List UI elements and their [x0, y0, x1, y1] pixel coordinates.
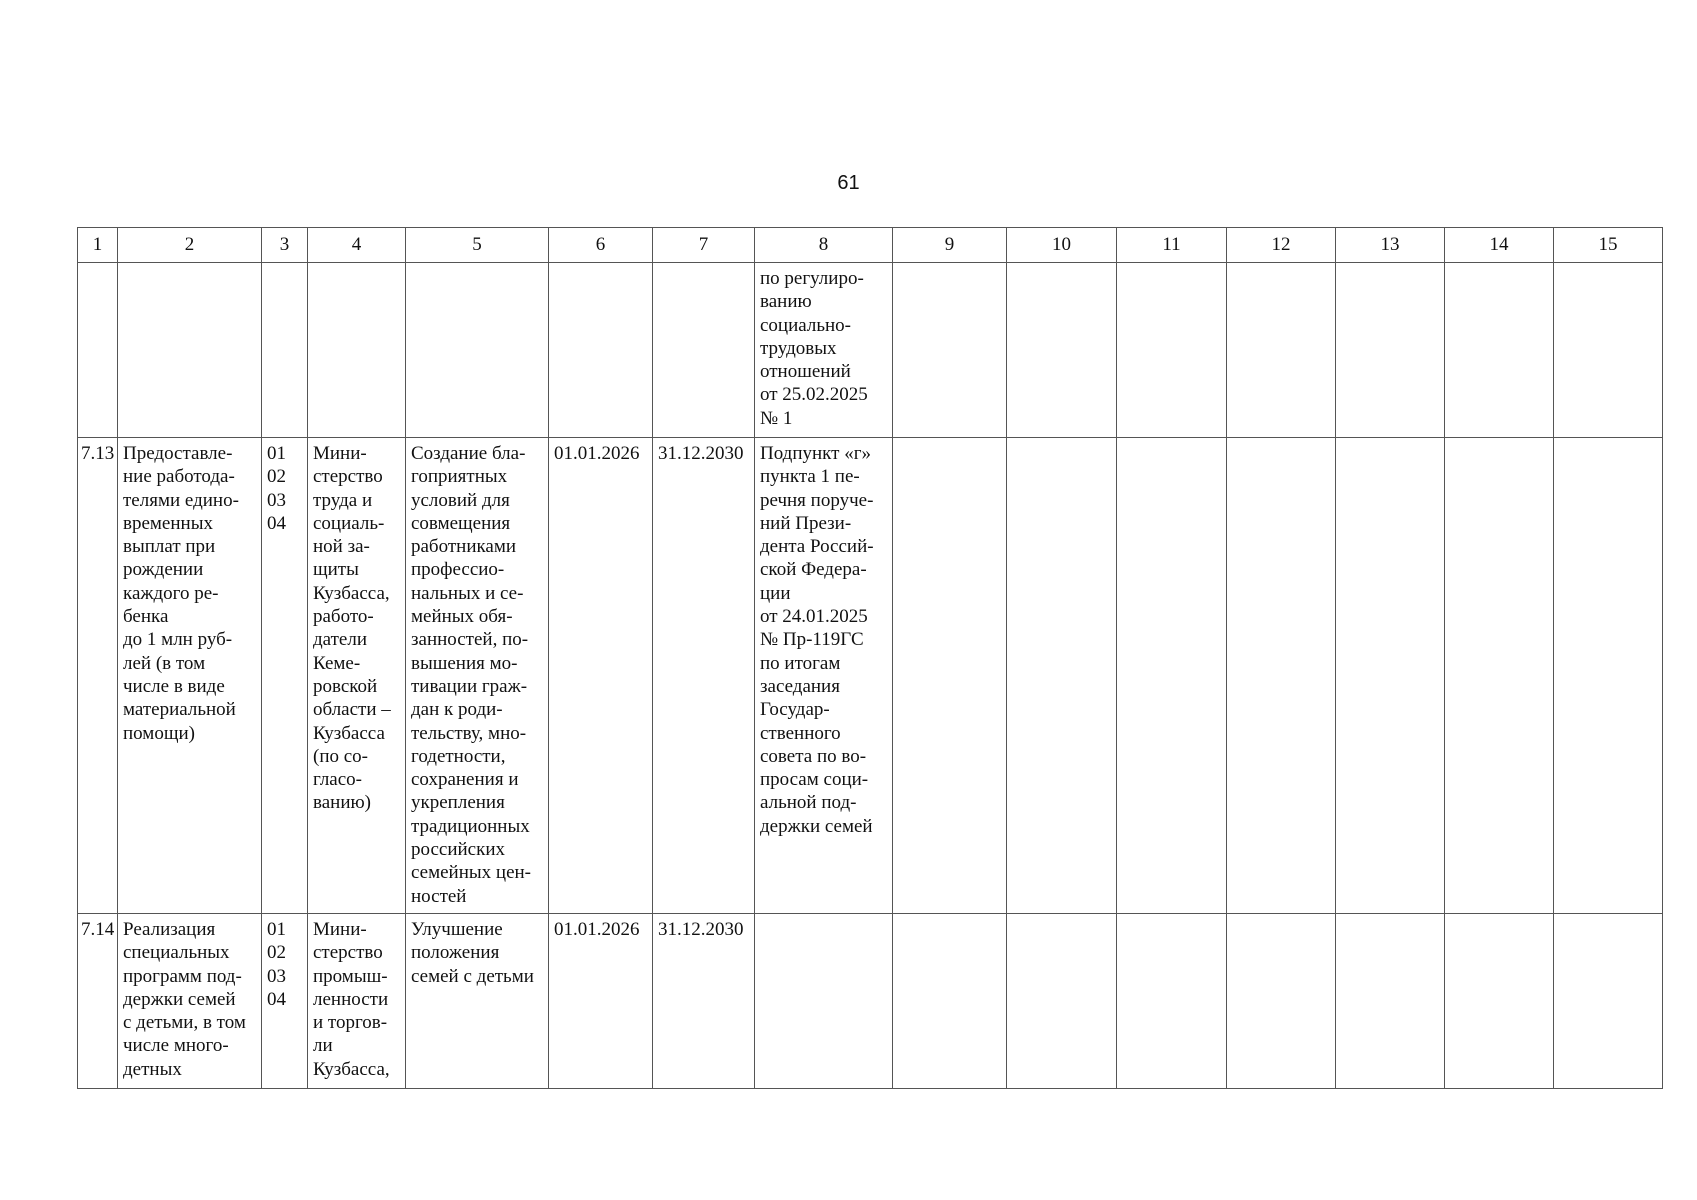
table-cell: [1117, 438, 1227, 914]
measure-name-cell: [118, 263, 262, 438]
table-cell: [1117, 263, 1227, 438]
table-cell: [1007, 438, 1117, 914]
codes-cell: 01 02 03 04: [262, 914, 308, 1089]
table-cell: [1445, 263, 1554, 438]
responsible-cell: Мини- стерство труда и социаль- ной за- щиты Кузбасса, работо- датели Кеме- ровской области – Кузбасса (по со- гласо- ванию): [308, 438, 406, 914]
column-number-header: 15: [1554, 228, 1663, 263]
expected-result-cell: [406, 263, 549, 438]
table-row: [78, 914, 1663, 1089]
responsible-cell: Мини- стерство промыш- ленности и торгов- ли Кузбасса,: [308, 914, 406, 1089]
table-cell: [1227, 438, 1336, 914]
item-number-cell: [78, 263, 118, 438]
page-number: 61: [837, 172, 860, 194]
table-header-row: [78, 228, 1663, 263]
table-cell: [893, 914, 1007, 1089]
measures-table: [77, 227, 1663, 1089]
basis-document-cell: [755, 914, 893, 1089]
codes-cell: 01 02 03 04: [262, 438, 308, 914]
column-number-header: 4: [308, 228, 406, 263]
expected-result-cell: Улучшение положения семей с детьми: [406, 914, 549, 1089]
table-cell: [893, 438, 1007, 914]
table-cell: [1445, 914, 1554, 1089]
table-cell: [1336, 438, 1445, 914]
codes-cell: [262, 263, 308, 438]
table-cell: [1007, 263, 1117, 438]
measure-name-cell: Реализация специальных программ под- держки семей с детьми, в том числе много- детных: [118, 914, 262, 1089]
column-number-header: 8: [755, 228, 893, 263]
column-number-header: 1: [78, 228, 118, 263]
responsible-cell: [308, 263, 406, 438]
end-date-cell: 31.12.2030: [653, 914, 755, 1089]
table-cell: [1117, 914, 1227, 1089]
basis-document-cell: по регулиро- ванию социально- трудовых отношений от 25.02.2025 № 1: [755, 263, 893, 438]
column-number-header: 12: [1227, 228, 1336, 263]
column-number-header: 14: [1445, 228, 1554, 263]
end-date-cell: [653, 263, 755, 438]
table-row: [78, 438, 1663, 914]
table-cell: [1554, 914, 1663, 1089]
basis-document-cell: Подпункт «г» пункта 1 пе- речня поруче- ний Прези- дента Россий- ской Федера- ции от 24.01.2025 № Пр-119ГС по итогам заседания Государ- ственного совета по во- просам соци- альной под- держки семей: [755, 438, 893, 914]
column-number-header: 13: [1336, 228, 1445, 263]
table-cell: [893, 263, 1007, 438]
column-number-header: 6: [549, 228, 653, 263]
start-date-cell: [549, 263, 653, 438]
column-number-header: 7: [653, 228, 755, 263]
column-number-header: 9: [893, 228, 1007, 263]
end-date-cell: 31.12.2030: [653, 438, 755, 914]
item-number-cell: 7.13: [78, 438, 118, 914]
start-date-cell: 01.01.2026: [549, 914, 653, 1089]
table-cell: [1336, 263, 1445, 438]
table-cell: [1227, 914, 1336, 1089]
column-number-header: 3: [262, 228, 308, 263]
table-cell: [1336, 914, 1445, 1089]
column-number-header: 11: [1117, 228, 1227, 263]
table-cell: [1554, 263, 1663, 438]
table-cell: [1007, 914, 1117, 1089]
start-date-cell: 01.01.2026: [549, 438, 653, 914]
item-number-cell: 7.14: [78, 914, 118, 1089]
table-row: [78, 263, 1663, 438]
measure-name-cell: Предоставле- ние работода- телями едино- временных выплат при рождении каждого ре- бенка до 1 млн руб- лей (в том числе в виде материальной помощи): [118, 438, 262, 914]
expected-result-cell: Создание бла- гоприятных условий для совмещения работниками профессио- нальных и се- мейных обя- занностей, по- вышения мо- тивации граж- дан к роди- тельству, мно- годетности, сохранения и укрепления традиционных российских семейных цен- ностей: [406, 438, 549, 914]
table-cell: [1445, 438, 1554, 914]
table-cell: [1554, 438, 1663, 914]
column-number-header: 2: [118, 228, 262, 263]
table-cell: [1227, 263, 1336, 438]
column-number-header: 5: [406, 228, 549, 263]
column-number-header: 10: [1007, 228, 1117, 263]
